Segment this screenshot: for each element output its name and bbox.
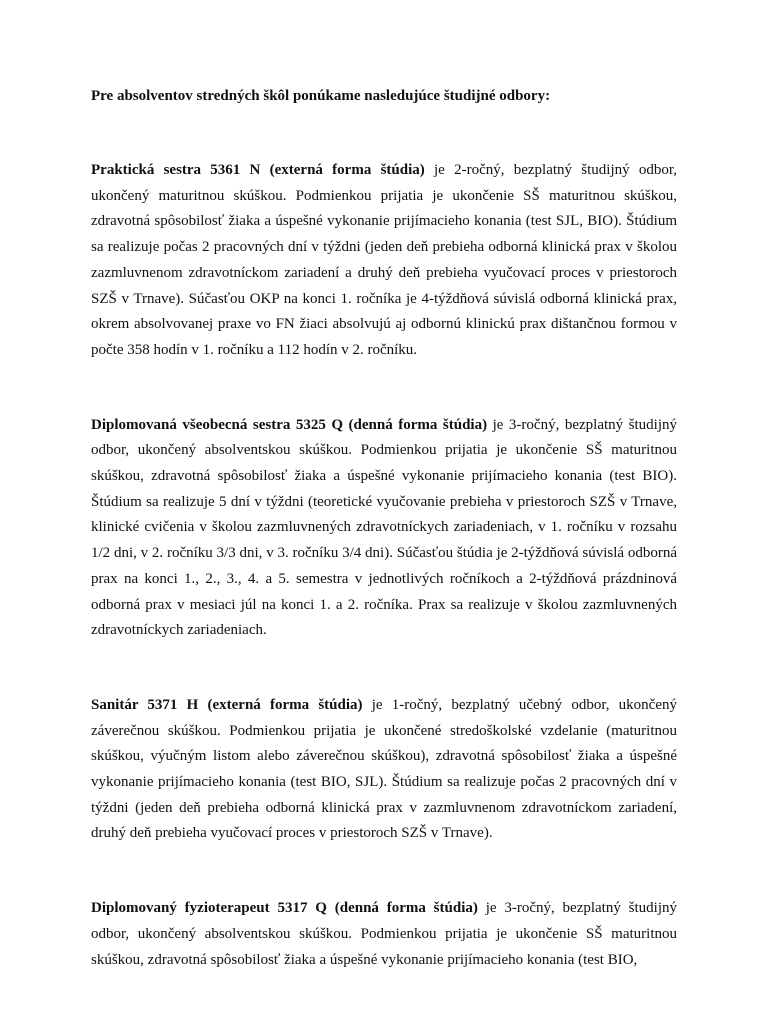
section-praktická-sestra <box>91 158 677 364</box>
section-body: je 3-ročný, bezplatný študijný odbor, ukončený absolventskou skúškou. Podmienkou prijatia je ukončenie SŠ maturitnou skúškou, zdravotná spôsobilosť žiaka a úspešné vykonanie prijímacieho konania (test BIO). Štúdium sa realizuje 5 dní v týždni (teoretické vyučovanie prebieha v priestoroch SZŠ v Trnave, klinické cvičenia v školou zazmluvnených zdravotníckych zariadeniach, v 1. ročníku v rozsahu 1/2 dni, v 2. ročníku 3/3 dni, v 3. ročníku 3/4 dni). Súčasťou štúdia je 2-týždňová súvislá odborná prax na konci 1., 2., 3., 4. a 5. semestra v jednotlivých ročníkoch a 2-týždňová prázdninová odborná prax v mesiaci júl na konci 1. a 2. ročníka. Prax sa realizuje v školou zazmluvnených zdravotníckych zariadeniach. <box>91 416 677 639</box>
section-body: je 2-ročný, bezplatný študijný odbor, ukončený maturitnou skúškou. Podmienkou prijatia je ukončenie SŠ maturitnou skúškou, zdravotná spôsobilosť žiaka a úspešné vykonanie prijímacieho konania (test SJL, BIO). Štúdium sa realizuje počas 2 pracovných dní v týždni (jeden deň prebieha odborná klinická prax v školou zazmluvnenom zdravotníckom zariadení a druhý deň prebieha vyučovací proces v priestoroch SZŠ v Trnave). Súčasťou OKP na konci 1. ročníka je 4-týždňová súvislá odborná klinická prax, okrem absolvovanej praxe vo FN žiaci absolvujú aj odbornú klinickú prax dištančnou formou v počte 358 hodín v 1. ročníku a 112 hodín v 2. ročníku. <box>91 162 678 358</box>
section-diplomovaný-fyzioterapeut <box>91 896 677 973</box>
section-body: je 1-ročný, bezplatný učebný odbor, ukončený záverečnou skúškou. Podmienkou prijatia je ukončené stredoškolské vzdelanie (maturitnou skúškou, výučným listom alebo záverečnou skúškou), zdravotná spôsobilosť žiaka a úspešné vykonanie prijímacieho konania (test BIO, SJL). Štúdium sa realizuje počas 2 pracovných dní v týždni (jeden deň prebieha odborná klinická prax v zazmluvnenom zdravotníckom zariadení, druhý deň prebieha vyučovací proces v priestoroch SZŠ v Trnave). <box>91 696 677 842</box>
intro-heading: Pre absolventov stredných škôl ponúkame nasledujúce študijné odbory: <box>91 88 551 104</box>
section-sanitár <box>91 693 677 847</box>
section-title: Praktická sestra 5361 N (externá forma štúdia) <box>91 162 425 178</box>
section-body: je 3-ročný, bezplatný študijný odbor, ukončený absolventskou skúškou. Podmienkou prijatia je ukončenie SŠ maturitnou skúškou, zdravotná spôsobilosť žiaka a úspešné vykonanie prijímacieho konania (test BIO, <box>91 900 677 968</box>
document-content <box>91 86 677 1022</box>
section-title: Diplomovaný fyzioterapeut 5317 Q (denná forma štúdia) <box>91 900 478 917</box>
section-title: Sanitár 5371 H (externá forma štúdia) <box>91 696 363 713</box>
section-title: Diplomovaná všeobecná sestra 5325 Q (denná forma štúdia) <box>91 416 488 433</box>
section-diplomovaná-všeobecná-sestra <box>91 413 677 644</box>
